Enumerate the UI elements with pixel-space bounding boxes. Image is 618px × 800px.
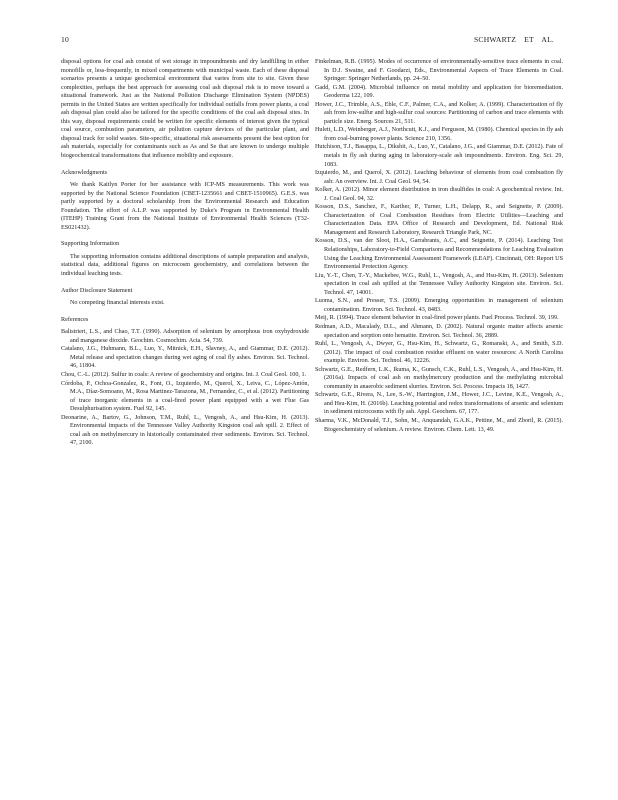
reference-entry: Hutchison, T.J., Basappa, L., Dikshit, A., Luo, Y., Catalano, J.G., and Giammar, D.E. (2012). Fate of metals in fly ash during aging in laboratory-scale ash impoundments. Environ. Eng. Sci. 29, 1083.: [315, 144, 563, 168]
supporting-information-heading: Supporting Information: [61, 241, 120, 248]
reference-entry: Liu, Y.-T., Chen, T.-Y., Mackebee, W.G., Ruhl, L., Vengosh, A., and Hsu-Kim, H. (2013). Selenium speciation in coal ash spilled at the Tennessee Valley Authority Kingston site. Environ. Sci. Technol. 47, 14001.: [315, 272, 563, 296]
supporting-information-text: The supporting information contains additional descriptions of sample preparation and analysis, statistical data, additional figures on microcosm geochemistry, and correlations between the individual leaching tests.: [61, 253, 309, 278]
reference-entry: Chou, C.-L. (2012). Sulfur in coals: A review of geochemistry and origins. Int. J. Coal Geol. 100, 1.: [61, 371, 307, 378]
reference-entry: Balistrieri, L.S., and Chao, T.T. (1990). Adsorption of selenium by amorphous iron oxyhydroxide and manganese dioxide. Geochim. Cosmochim. Acta. 54, 739.: [61, 329, 309, 344]
reference-entry: Izquierdo, M., and Querol, X. (2012). Leaching behaviour of elements from coal combustion fly ash: An overview. Int. J. Coal Geol. 94, 54.: [315, 170, 563, 185]
reference-entry: Sharma, V.K., McDonald, T.J., Sohn, M., Anquandah, G.A.K., Pettine, M., and Zboril, R. (2015). Biogeochemistry of selenium. A review. Environ. Chem. Lett. 13, 49.: [315, 417, 563, 433]
reference-entry: Catalano, J.G., Huhmann, B.L., Luo, Y., Mitnick, E.H., Slavney, A., and Giammar, D.E. (2012). Metal release and speciation changes during wet aging of coal fly ashes. Environ. Sci. Technol. 46, 11804.: [61, 346, 309, 370]
reference-entry: Hulett, L.D., Weinberger, A.J., Northcutt, K.J., and Ferguson, M. (1980). Chemical species in fly ash from coal-burning power plants. Science 210, 1356.: [315, 127, 563, 142]
disclosure-text: No competing financial interests exist.: [70, 300, 165, 307]
reference-entry: Hower, J.C., Trimble, A.S., Eble, C.F., Palmer, C.A., and Kolker, A. (1999). Characterization of fly ash from low-sulfur and high-sulfur coal sources: Partitioning of carbon and trace elements with particle size. Energ. Sources 21, 511.: [315, 101, 563, 125]
reference-entry: Córdoba, P., Ochoa-Gonzalez, R., Font, O., Izquierdo, M., Querol, X., Leiva, C., López-Antón, M.A., Díaz-Somoano, M., Rosa Martinez-Tarazona, M., Fernandez, C., et al. (2012). Partitioning of trace inorganic elements in a coal-fired power plant equipped with a wet Flue Gas Desulphurisation system. Fuel 92, 145.: [61, 380, 309, 413]
reference-entry: Deonarine, A., Bartov, G., Johnson, T.M., Ruhl, L., Vengosh, A., and Hsu-Kim, H. (2013). Environmental impacts of the Tennessee Valley Authority Kingston coal ash spill. 2. Effect of coal ash on methylmercury in historically contaminated river sediments. Environ. Sci. Technol. 47, 2100.: [61, 414, 309, 447]
reference-entry: Redman, A.D., Macalady, D.L., and Ahmann, D. (2002). Natural organic matter affects arsenic speciation and sorption onto hematite. Environ. Sci. Technol. 36, 2889.: [315, 323, 563, 339]
reference-entry: Gadd, G.M. (2004). Microbial influence on metal mobility and application for bioremediation. Geoderma 122, 109.: [315, 84, 563, 100]
left-column: [61, 58, 309, 448]
reference-entry: Finkelman, R.B. (1995). Modes of occurrence of environmentally-sensitive trace elements in coal. In D.J. Swaine, and F. Goodarzi, Eds., Environmental Aspects of Trace Elements in Coal. Springer: Springer Netherlands, pp. 24–50.: [315, 59, 563, 83]
reference-entry: Kosson, D.S., van der Sloot, H.A., Garrabrants, A.C., and Seignette, P. (2014). Leaching Test Relationships, Laboratory-to-Field Comparisons and Recommendations for Leaching Evaluation Using the Leaching Environmental Assessment Framework (LEAF). Cincinnati, OH: Report US Environmental Protection Agency.: [315, 238, 563, 271]
reference-entry: Meij, R. (1994). Trace element behavior in coal-fired power plants. Fuel Process. Technol. 39, 199.: [315, 315, 559, 322]
body-paragraph: disposal options for coal ash consist of wet storage in impoundments and dry landfilling in either monofills or, less-frequently, in mixed compartments with municipal waste. Each of these disposal scenarios presents a unique geochemical environment that varies from site to site. Given these complexities, perhaps the best approach for assessing coal ash disposal risk is to move toward a situational framework. Just as the National Pollution Discharge Elimination System (NPDES) permits in the United States are written specifically for individual outfalls from power plants, a coal ash disposal plan could also be tailored for the specific conditions of the coal ash disposal sites. In this way, disposal requirements could be written for specific elements of interest given the typical coal source, combustion parameters, air pollution capture devices of the particular plant, and disposal track for solid wastes. Site-specific, situational risk assessments present the best option for ash materials, especially for contaminants such as As and Se that are known to undergo multiple biogeochemical transformations that influence mobility and exposure.: [61, 59, 309, 160]
acknowledgments-heading: Acknowledgments: [61, 169, 108, 176]
running-title: SCHWARTZ ET AL.: [474, 35, 555, 44]
reference-entry: Kolker, A. (2012). Minor element distribution in iron disulfides in coal: A geochemical review. Int. J. Coal Geol. 94, 32.: [315, 187, 563, 202]
reference-entry: Ruhl, L., Vengosh, A., Dwyer, G., Hsu-Kim, H., Schwartz, G., Romanski, A., and Smith, S.D. (2012). The impact of coal combustion residue effluent on water resources: A North Carolina example. Environ. Sci. Technol. 46, 12226.: [315, 341, 563, 365]
references-heading: References: [61, 316, 89, 323]
page-number: 10: [61, 35, 69, 44]
right-column: [315, 58, 563, 434]
acknowledgments-text: We thank Kaitlyn Porter for her assistance with ICP-MS measurements. This work was supported by the National Science Foundation (CBET-1235661 and CBET-1510965). G.E.S. was partly supported by a doctoral scholarship from the Environmental Research and Education Foundation. The effort of A.L.P. was supported by Duke's Program in Environmental Health (ITEHP) Training Grant from the National Institute of Environmental Health Sciences (T32-ES021432).: [61, 182, 309, 231]
reference-entry: Schwartz, G.E., Rivera, N., Lee, S.-W., Harrington, J.M., Hower, J.C., Levine, K.E., Vengosh, A., and Hsu-Kim, H. (2016b). Leaching potential and redox transformations of arsenic and selenium in sediment microcosms with fly ash. Appl. Geochem. 67, 177.: [315, 392, 563, 416]
disclosure-heading: Author Disclosure Statement: [61, 287, 133, 294]
reference-entry: Schwartz, G.E., Redfern, L.K., Ikuma, K., Gunsch, C.K., Ruhl, L.S., Vengosh, A., and Hsu-Kim, H. (2016a). Impacts of coal ash on methylmercury production and the methylating microbial community in anaerobic sediment slurries. Environ. Sci. Process. Impacts 18, 1427.: [315, 366, 563, 390]
reference-entry: Kosson, D.S., Sanchez, F., Kariher, P., Turner, L.H., Delapp, R., and Seignette, P. (2009). Characterization of Coal Combustion Residues from Electric Utilities—Leaching and Characterization Data. EPA Office of Research and Development, Ed. National Risk Management and Research Laboratory, Research Triangle Park, NC.: [315, 204, 563, 236]
reference-entry: Luoma, S.N., and Presser, T.S. (2009). Emerging opportunities in management of selenium contamination. Environ. Sci. Technol. 43, 8483.: [315, 298, 563, 313]
